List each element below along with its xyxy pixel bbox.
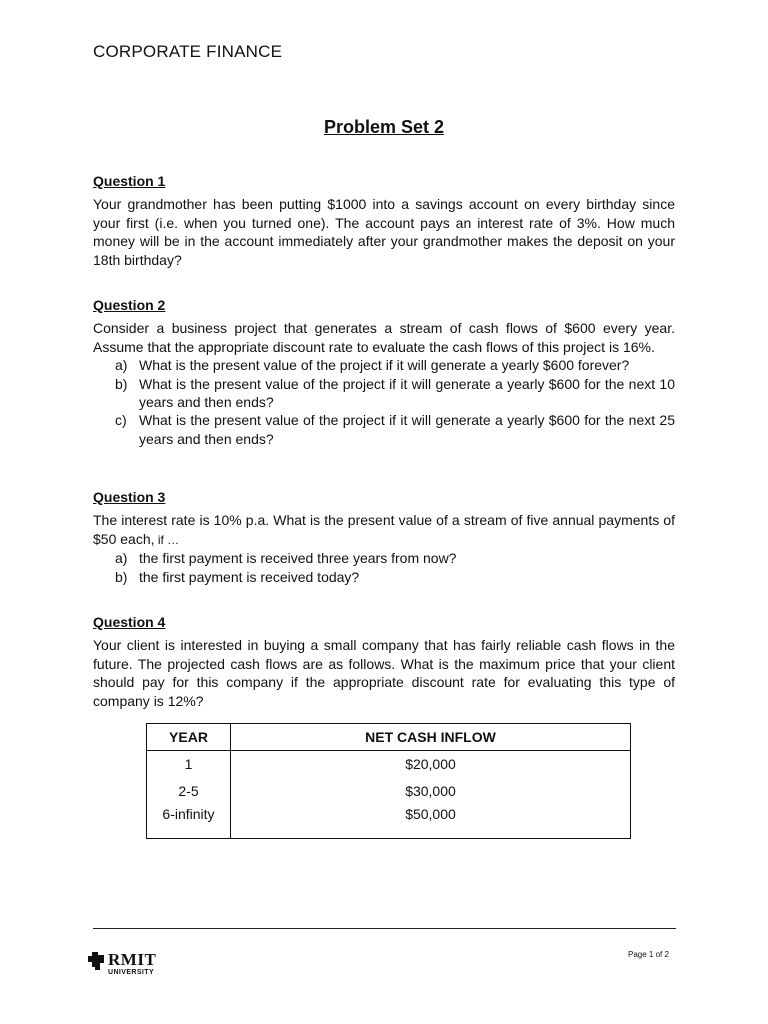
question-text: The interest rate is 10% p.a. What is the present value of a stream of five annual payments of $50 each, if … (93, 512, 675, 547)
cash-inflow-cell: $30,000 (231, 778, 631, 805)
footer-divider (93, 928, 676, 929)
logo-wordmark: RMIT (108, 950, 157, 969)
rmit-pixel-icon (88, 952, 106, 970)
sub-question (93, 411, 675, 448)
course-header: CORPORATE FINANCE (93, 42, 283, 61)
question-heading: Question 3 (93, 489, 166, 505)
table-row (147, 751, 631, 778)
page-number: Page 1 of 2 (628, 950, 669, 959)
year-cell: 2-5 (147, 778, 231, 805)
column-header-net-cash-inflow: NET CASH INFLOW (231, 724, 631, 751)
sub-question (93, 375, 675, 412)
cash-inflow-cell: $50,000 (231, 804, 631, 839)
sub-question-text: the first payment is received three years from now? (139, 550, 457, 567)
sub-question-list (93, 549, 675, 586)
question-text: Consider a business project that generates a stream of cash flows of $600 every year. Assume that the appropriate discount rate to evaluate the cash flows of this project is 16%. (93, 320, 675, 355)
sub-question-marker: b) (115, 568, 128, 585)
question-text: Your grandmother has been putting $1000 into a savings account on every birthday since your first (i.e. when you turned one). The account pays an interest rate of 3%. How much money will be in the account immediately after your grandmother makes the deposit on your 18th birthday? (93, 196, 675, 268)
year-cell: 1 (147, 751, 231, 778)
question-2 (93, 296, 675, 448)
question-text: Your client is interested in buying a small company that has fairly reliable cash flows in the future. The projected cash flows are as follows. What is the maximum price that your client should pay for this company if the appropriate discount rate for evaluating this type of company is 12%? (93, 637, 675, 709)
rmit-logo (88, 950, 168, 980)
table-row (147, 804, 631, 839)
column-header-year: YEAR (147, 724, 231, 751)
sub-question-marker: a) (115, 550, 128, 567)
sub-question (93, 549, 675, 567)
table-row (147, 778, 631, 805)
sub-question-text: What is the present value of the project if it will generate a yearly $600 for the next 25 years and then ends? (139, 412, 675, 447)
question-1 (93, 172, 675, 269)
sub-question-marker: b) (115, 375, 128, 392)
table-header-row (147, 724, 631, 751)
sub-question-text: What is the present value of the project if it will generate a yearly $600 for the next 10 years and then ends? (139, 375, 675, 411)
sub-question-marker: c) (115, 412, 127, 429)
sub-question (93, 568, 675, 586)
question-heading: Question 4 (93, 614, 166, 630)
cash-inflow-cell: $20,000 (231, 751, 631, 778)
sub-question-list (93, 356, 675, 448)
question-heading: Question 2 (93, 297, 166, 313)
logo-subtext: UNIVERSITY (108, 969, 155, 976)
question-4 (93, 613, 675, 710)
page-title: Problem Set 2 (323, 117, 445, 137)
question-heading: Question 1 (93, 173, 166, 189)
year-cell: 6-infinity (147, 804, 231, 839)
sub-question-marker: a) (115, 357, 128, 374)
sub-question (93, 356, 675, 374)
cash-flow-table (146, 723, 631, 839)
sub-question-text: What is the present value of the project if it will generate a yearly $600 forever? (139, 357, 630, 374)
question-3 (93, 488, 675, 586)
sub-question-text: the first payment is received today? (139, 568, 360, 585)
